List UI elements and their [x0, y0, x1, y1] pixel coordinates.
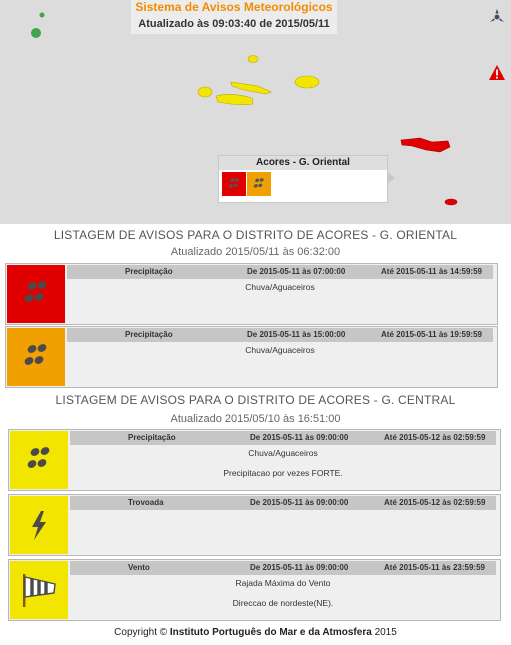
- lightning-icon: [19, 505, 59, 545]
- listing-updated: Atualizado 2015/05/11 às 06:32:00: [170, 246, 341, 258]
- warning-start: De 2015-05-11 às 09:00:00: [250, 433, 349, 442]
- footer-org[interactable]: Instituto Português do Mar e da Atmosfera: [169, 627, 372, 638]
- island-corvo[interactable]: [40, 13, 45, 18]
- island-sao-jorge[interactable]: [231, 82, 271, 94]
- warning-card[interactable]: [8, 429, 501, 491]
- popup-badge-orange[interactable]: [247, 172, 271, 196]
- warnings-map[interactable]: [0, 0, 511, 224]
- island-graciosa[interactable]: [248, 56, 258, 63]
- warning-header-bar: [70, 561, 496, 575]
- warning-type: Precipitação: [125, 330, 173, 339]
- windsock-icon: [19, 570, 59, 610]
- warning-type: Vento: [128, 563, 150, 572]
- rain-icon: [225, 175, 243, 193]
- warning-end: Até 2015-05-12 às 02:59:59: [384, 498, 486, 507]
- footer-year: 2015: [374, 627, 397, 638]
- warning-text-line: Chuva/Aguaceiros: [245, 282, 315, 292]
- warning-card[interactable]: [8, 559, 501, 621]
- island-faial[interactable]: [198, 87, 212, 97]
- severity-badge: [10, 561, 68, 619]
- warning-text-line: Rajada Máxima do Vento: [235, 578, 331, 588]
- warning-description: [70, 577, 496, 610]
- warning-description: [67, 344, 493, 357]
- warning-description: [67, 281, 493, 294]
- warning-start: De 2015-05-11 às 07:00:00: [247, 267, 346, 276]
- warning-header-bar: [70, 496, 496, 510]
- severity-badge: [10, 496, 68, 554]
- rain-icon: [16, 274, 56, 314]
- warning-card[interactable]: [5, 263, 498, 325]
- island-pico[interactable]: [216, 94, 253, 104]
- warning-end: Até 2015-05-12 às 02:59:59: [384, 433, 486, 442]
- map-header: [131, 0, 337, 34]
- map-popup[interactable]: [218, 155, 388, 203]
- warning-start: De 2015-05-11 às 09:00:00: [250, 563, 349, 572]
- warning-description: [70, 447, 496, 480]
- listing-updated: Atualizado 2015/05/10 às 16:51:00: [170, 413, 341, 425]
- warning-card[interactable]: [8, 494, 501, 556]
- footer: [0, 627, 511, 638]
- warning-end: Até 2015-05-11 às 14:59:59: [381, 267, 482, 276]
- rain-icon: [250, 175, 268, 193]
- warning-header-bar: [70, 431, 496, 445]
- island-sao-miguel[interactable]: [401, 138, 450, 152]
- severity-badge: [10, 431, 68, 489]
- island-flores[interactable]: [31, 28, 41, 38]
- navigation-icon[interactable]: [488, 8, 506, 26]
- warning-type: Precipitação: [125, 267, 173, 276]
- popup-badges: [222, 172, 271, 196]
- island-santa-maria[interactable]: [445, 199, 457, 205]
- warning-text-line: Chuva/Aguaceiros: [245, 345, 315, 355]
- warning-type: Trovoada: [128, 498, 164, 507]
- popup-title: Acores - G. Oriental: [219, 156, 387, 170]
- severity-badge: [7, 328, 65, 386]
- map-title: Sistema de Avisos Meteorológicos: [135, 0, 333, 14]
- warning-type: Precipitação: [128, 433, 176, 442]
- severity-badge: [7, 265, 65, 323]
- warning-text-line: Precipitacao por vezes FORTE.: [223, 468, 343, 478]
- warning-end: Até 2015-05-11 às 23:59:59: [384, 563, 485, 572]
- popup-badge-red[interactable]: [222, 172, 246, 196]
- warning-text-line: Chuva/Aguaceiros: [248, 448, 318, 458]
- warning-header-bar: [67, 265, 493, 279]
- warning-text-line: Direccao de nordeste(NE).: [232, 598, 334, 608]
- island-terceira[interactable]: [295, 76, 319, 88]
- rain-icon: [19, 440, 59, 480]
- warning-end: Até 2015-05-11 às 19:59:59: [381, 330, 482, 339]
- warning-triangle-icon[interactable]: [488, 64, 506, 81]
- warning-start: De 2015-05-11 às 15:00:00: [247, 330, 346, 339]
- listing-title: LISTAGEM DE AVISOS PARA O DISTRITO DE ACORES - G. CENTRAL: [55, 393, 456, 407]
- map-updated: Atualizado às 09:03:40 de 2015/05/11: [138, 18, 330, 30]
- warning-start: De 2015-05-11 às 09:00:00: [250, 498, 349, 507]
- rain-icon: [16, 337, 56, 377]
- listing-title: LISTAGEM DE AVISOS PARA O DISTRITO DE ACORES - G. ORIENTAL: [53, 228, 458, 242]
- warning-header-bar: [67, 328, 493, 342]
- popup-pointer: [387, 172, 395, 184]
- copyright-prefix: Copyright ©: [114, 627, 168, 638]
- warning-card[interactable]: [5, 326, 498, 388]
